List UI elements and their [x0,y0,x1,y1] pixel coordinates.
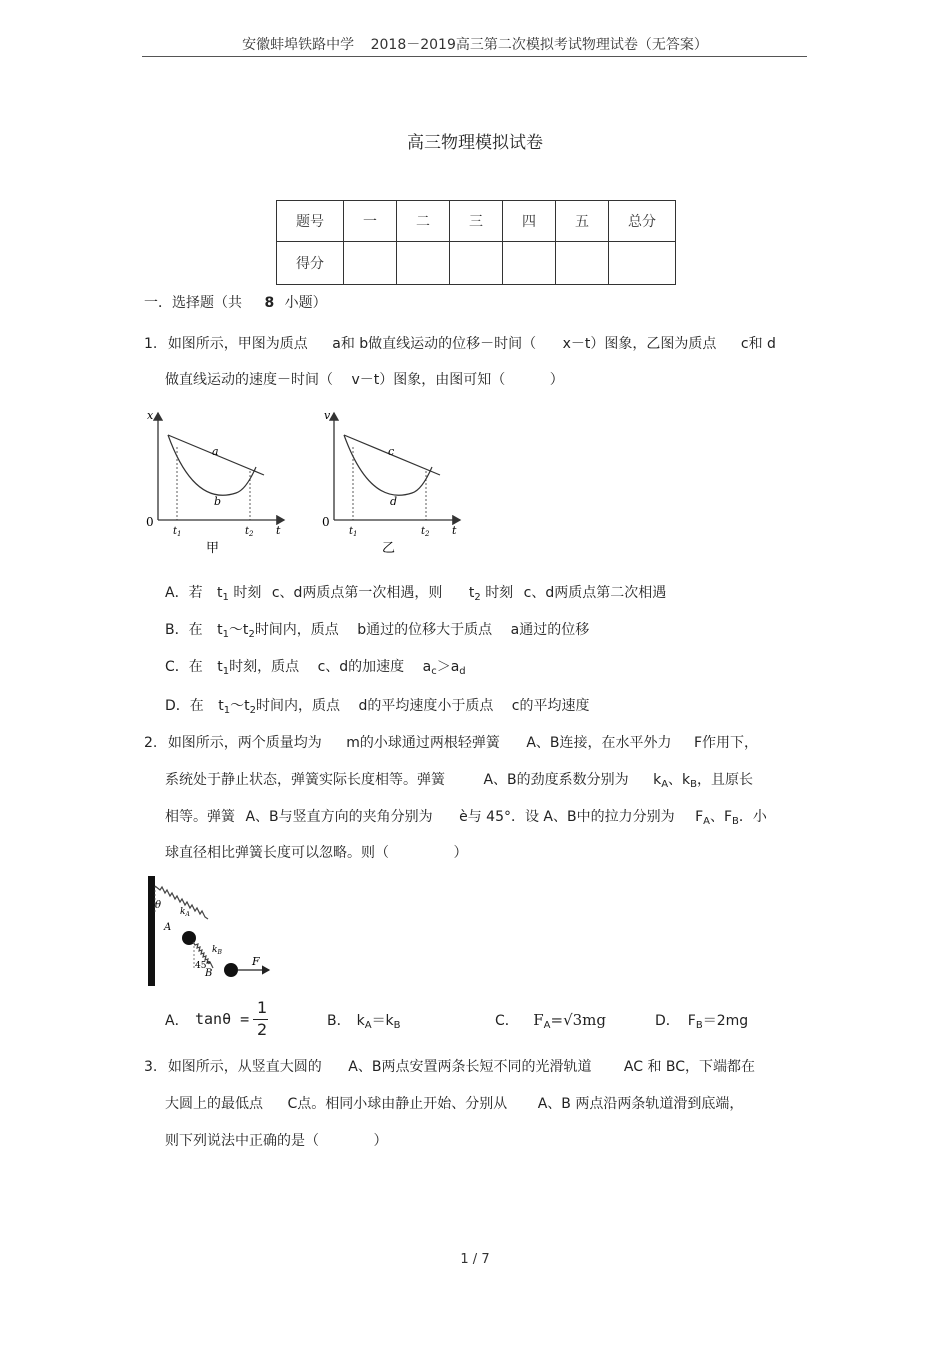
ball-2 [224,963,238,977]
running-header [0,34,950,54]
option-label: A． [165,1013,189,1029]
stem-text: è与 45°．设 A、B中的拉力分别为 [459,809,675,825]
stem-text: 如图所示，甲图为质点 [167,336,308,352]
q1-option-d[interactable] [165,695,589,716]
header-rule [142,56,807,57]
q1-figure [142,405,472,563]
axis-label-v: v [324,409,331,422]
subscript: d [459,666,466,677]
stem-text: AC 和 BC，下端都在 [623,1059,756,1075]
section-heading-text: 一．选择题（共 [144,295,242,311]
fraction-denominator: 2 [257,1020,268,1039]
axis-label-t: t [452,524,457,537]
tick-t2: $t_2$ [245,526,254,538]
stem-text: 如图所示，两个质量均为 [167,735,322,751]
score-cell: 五 [556,201,609,242]
stem-text: ） [549,372,564,388]
origin-label: 0 [146,515,154,529]
option-label: A．若 [165,585,203,601]
subscript: 2 [474,592,481,603]
option-text: F [687,1013,696,1029]
option-formula: tanθ = [195,1010,250,1028]
header-exam-title: 2018－2019高三第二次模拟考试物理试卷（无答案） [370,37,708,53]
stem-text: A、B与竖直方向的夹角分别为 [245,809,433,825]
stem-text: ） [453,845,468,861]
q1-stem-line2 [165,369,564,389]
label-theta: θ [155,900,162,911]
label-f: F [252,955,260,968]
subscript: B [393,1020,401,1031]
question-number: 2. [144,735,158,751]
option-formula: =√3mg [550,1011,606,1029]
header-school: 安徽蚌埠铁路中学 [242,37,355,53]
score-cell: 一 [344,201,397,242]
figure-caption-yi: 乙 [382,541,396,556]
subscript: B [732,816,739,827]
option-text: ～t [228,622,249,638]
section-question-count: 8 [264,295,275,311]
subscript: A [703,816,710,827]
axis-label-t: t [276,524,281,537]
q1-stem-line1 [144,333,776,353]
wall [148,876,155,986]
option-text: 时间内，质点 [255,698,340,714]
option-text: t [217,585,223,601]
subscript: 1 [222,666,230,677]
stem-text: A、B 两点沿两条轨道滑到底端， [537,1096,744,1112]
subscript: 1 [223,705,231,716]
stem-text: 系统处于静止状态，弹簧实际长度相等。弹簧 [165,772,445,788]
q1-option-b[interactable] [165,619,589,640]
subscript: A [364,1020,372,1031]
score-cell-empty [609,242,676,285]
stem-text: A、B两点安置两条长短不同的光滑轨道 [348,1059,592,1075]
section-heading [144,292,327,312]
option-text: ＞a [436,659,460,675]
option-text: 时刻，质点 [229,659,300,675]
q3-stem-line3 [165,1130,387,1150]
stem-text: x－t）图象，乙图为质点 [562,336,717,352]
score-table-row-headings [277,201,676,242]
option-text: 时间内，质点 [254,622,339,638]
option-text: t [217,622,223,638]
subscript: B [695,1020,703,1031]
option-label: D． [655,1013,680,1029]
subscript: c [431,666,437,677]
option-text: k [356,1013,365,1029]
q2-option-c[interactable] [495,1010,606,1031]
subscript: 1 [222,592,229,603]
q1-option-c[interactable] [165,656,466,677]
stem-text: ） [373,1133,388,1149]
stem-text: A、B连接，在水平外力 [526,735,672,751]
q1-option-a[interactable] [165,582,666,603]
stem-text: k [653,772,662,788]
label-ka: $k_A$ [180,907,190,918]
option-formula: F [533,1011,544,1029]
tick-t2: $t_2$ [421,526,430,538]
graph-jia [146,409,284,556]
tick-t1: $t_1$ [349,526,358,538]
stem-text: F [695,809,704,825]
tick-t1: $t_1$ [173,526,182,538]
score-cell: 总分 [609,201,676,242]
option-text: t [217,659,223,675]
option-text: c、d的加速度 [317,659,405,675]
option-text: t [218,698,224,714]
option-text: d的平均速度小于质点 [358,698,494,714]
page-number: 1 / 7 [460,1252,490,1267]
score-cell: 四 [503,201,556,242]
stem-text: F作用下， [694,735,759,751]
stem-text: a和 b做直线运动的位移－时间（ [332,336,537,352]
score-cell: 三 [450,201,503,242]
q3-stem-line2 [165,1093,743,1113]
q2-option-d[interactable] [655,1010,748,1031]
subscript: A [661,779,669,790]
subscript: 2 [248,629,255,640]
option-label: D．在 [165,698,204,714]
q2-option-a[interactable] [165,998,268,1039]
stem-text: 相等。弹簧 [165,809,235,825]
q2-option-b[interactable] [327,1010,401,1031]
figure-caption-jia: 甲 [206,541,220,556]
option-label: B．在 [165,622,203,638]
subscript: B [690,779,698,790]
option-label: C．在 [165,659,203,675]
score-cell: 二 [397,201,450,242]
q2-stem-line4 [165,842,467,862]
page-title: 高三物理模拟试卷 [407,133,543,153]
option-label: B． [327,1013,351,1029]
stem-text: ．小 [738,809,767,825]
question-number: 1. [144,336,158,352]
stem-text: 如图所示，从竖直大圆的 [167,1059,322,1075]
stem-text: A、B的劲度系数分别为 [483,772,629,788]
score-cell-empty [556,242,609,285]
score-cell-empty [397,242,450,285]
score-cell: 得分 [277,242,344,285]
label-d: d [390,495,398,508]
option-text: b通过的位移大于质点 [357,622,493,638]
score-cell: 题号 [277,201,344,242]
fraction-numerator: 1 [257,998,268,1017]
section-heading-text: 小题） [284,295,327,311]
score-table-row-scores [277,242,676,285]
subscript: 2 [249,705,256,716]
stem-text: v－t）图象，由图可知（ [351,372,506,388]
score-cell-empty [503,242,556,285]
graph-yi [322,409,460,556]
option-label: C． [495,1013,519,1029]
origin-label: 0 [322,515,330,529]
stem-text: m的小球通过两根轻弹簧 [346,735,500,751]
option-text: t [468,585,475,601]
option-text: c的平均速度 [511,698,590,714]
stem-text: 做直线运动的速度－时间（ [165,372,333,388]
score-table [276,200,676,285]
q2-stem-line3 [165,806,767,827]
stem-text: 则下列说法中正确的是（ [165,1133,319,1149]
option-text: ＝2mg [702,1013,749,1029]
stem-text: 、F [709,809,733,825]
q2-stem-line2 [165,769,753,790]
label-b: b [214,495,222,508]
option-text: a通过的位移 [510,622,590,638]
label-a: a [212,445,219,458]
option-text: c、d两质点第一次相遇，则 [271,585,443,601]
label-c: c [388,445,395,458]
option-text: a [422,659,432,675]
stem-text: c和 d [740,336,776,352]
subscript: A [543,1020,551,1031]
option-text: 时刻 [233,585,262,601]
q3-stem-line1 [144,1056,755,1076]
label-b: B [205,968,213,979]
stem-text: ，且原长 [697,772,754,788]
option-text: c、d两质点第二次相遇 [523,585,667,601]
label-a: A [164,922,172,933]
stem-text: 大圆上的最低点 [165,1096,263,1112]
option-text: ～t [230,698,250,714]
stem-text: 球直径相比弹簧长度可以忽略。则（ [165,845,389,861]
q2-figure [142,872,282,988]
option-text: ＝k [371,1013,394,1029]
option-text: 时刻 [485,585,514,601]
label-45: 45° [195,961,211,971]
axis-label-x: x [147,409,154,422]
label-kb: $k_B$ [212,945,222,956]
subscript: 1 [222,629,229,640]
stem-text: 、k [668,772,691,788]
q2-stem-line1 [144,732,758,752]
score-cell-empty [450,242,503,285]
question-number: 3. [144,1059,158,1075]
score-cell-empty [344,242,397,285]
stem-text: C点。相同小球由静止开始、分别从 [287,1096,508,1112]
